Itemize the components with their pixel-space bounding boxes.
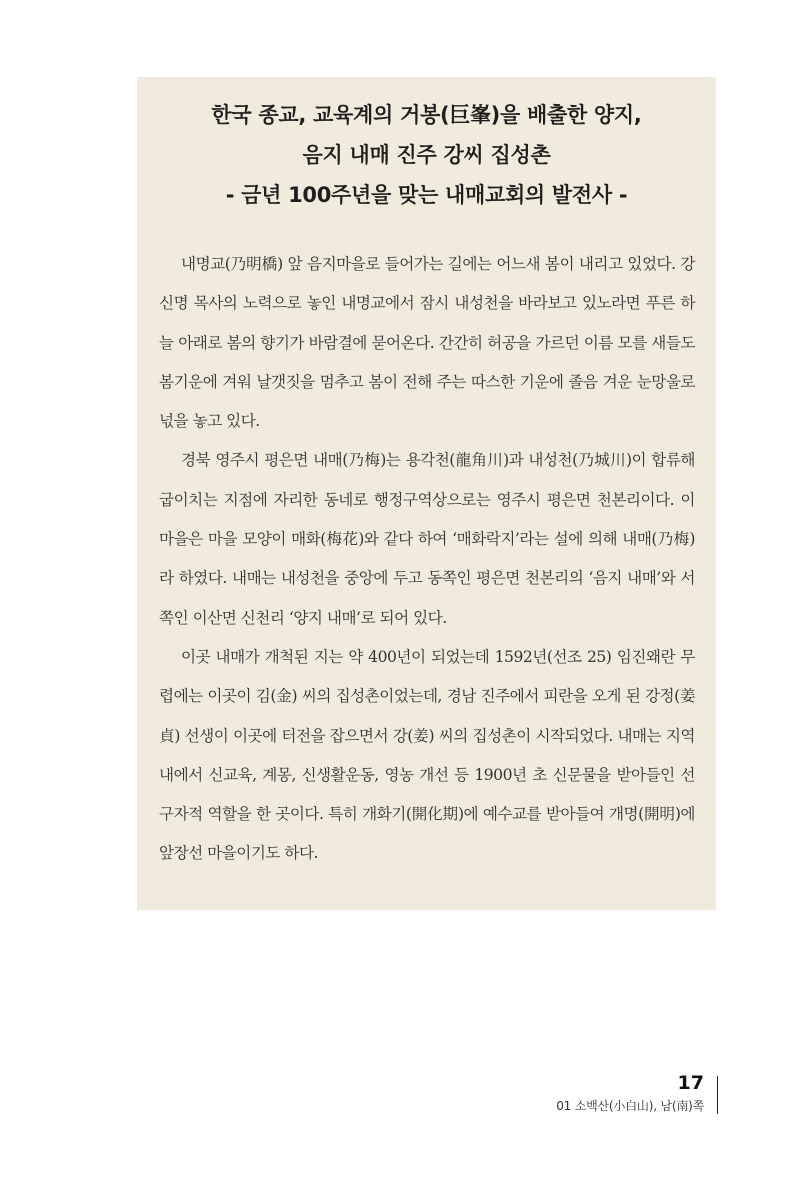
title-line-2: 음지 내매 진주 강씨 집성촌 (302, 143, 551, 167)
title-subtitle: - 금년 100주년을 맞는 내매교회의 발전사 - (225, 183, 628, 207)
paragraph-2: 경북 영주시 평은면 내매(乃梅)는 용각천(龍角川)과 내성천(乃城川)이 합류해 굽이치는 지점에 자리한 동네로 행정구역상으로는 영주시 평은면 천본리이다. 이 마을은 마을 모양이 매화(梅花)와 같다 하여 ‘매화락지’라는 설에 의해 내매(乃梅)라 하였다. 내매는 내성천을 중앙에 두고 동쪽인 평은면 천본리의 ‘음지 내매’와 서쪽인 이산면 신천리 ‘양지 내매’로 되어 있다. (159, 451, 695, 627)
paragraph-1: 내명교(乃明橋) 앞 음지마을로 들어가는 길에는 어느새 봄이 내리고 있었다. 강신명 목사의 노력으로 놓인 내명교에서 잠시 내성천을 바라보고 있노라면 푸른 하늘 아래로 봄의 향기가 바람결에 묻어온다. 간간히 허공을 가르던 이름 모를 새들도 봄기운에 겨워 날갯짓을 멈추고 봄이 전해 주는 따스한 기운에 졸음 겨운 눈망울로 넋을 놓고 있다. (159, 255, 695, 431)
footer-divider (717, 1076, 718, 1114)
page-number: 17 (677, 1072, 704, 1094)
section-label: 01 소백산(小白山), 남(南)쪽 (556, 1099, 704, 1113)
article-body (159, 245, 695, 874)
title-line-1: 한국 종교, 교육계의 거봉(巨峯)을 배출한 양지, (211, 103, 642, 127)
page-footer (556, 1070, 704, 1116)
article-panel (137, 77, 716, 910)
paragraph-3: 이곳 내매가 개척된 지는 약 400년이 되었는데 1592년(선조 25) 임진왜란 무렵에는 이곳이 김(金) 씨의 집성촌이었는데, 경남 진주에서 피란을 오게 된 강정(姜貞) 선생이 이곳에 터전을 잡으면서 강(姜) 씨의 집성촌이 시작되었다. 내매는 지역 내에서 신교육, 계몽, 신생활운동, 영농 개선 등 1900년 초 신문물을 받아들인 선구자적 역할을 한 곳이다. 특히 개화기(開化期)에 예수교를 받아들여 개명(開明)에 앞장선 마을이기도 하다. (159, 647, 695, 863)
article-title (137, 95, 716, 215)
